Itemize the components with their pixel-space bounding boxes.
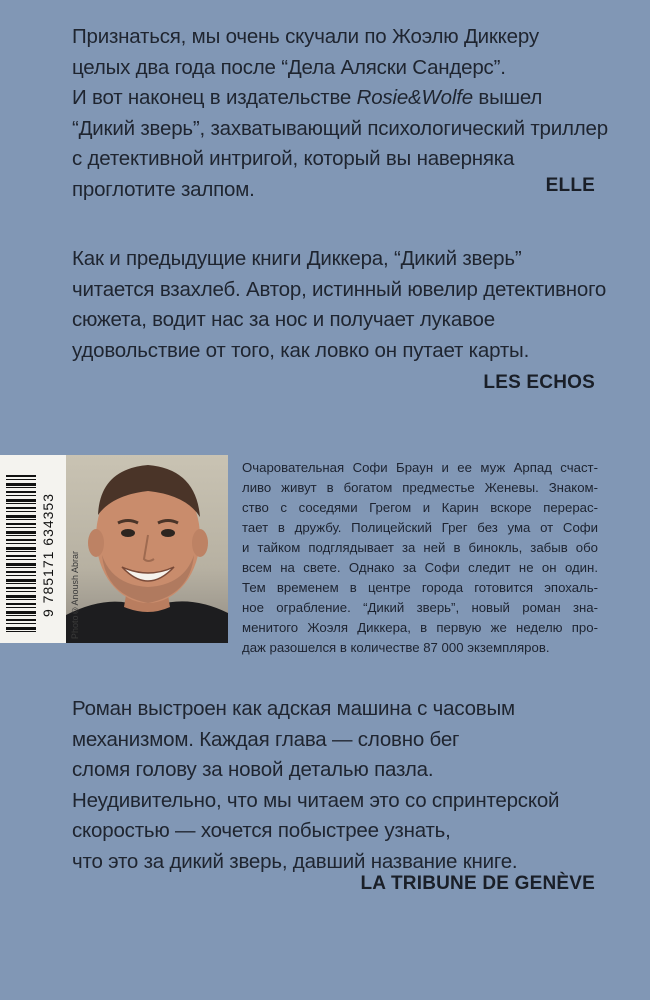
blurb-line: ливо живут в богатом предместье Женевы. Знаком- [242, 480, 598, 495]
review-les-echos-text [72, 244, 607, 366]
review-line: проглотите залпом. [72, 177, 255, 201]
review-line: Признаться, мы очень скучали по Жоэлю Диккеру [72, 25, 539, 48]
photo-credit: Photo©Anoush Abrar [70, 550, 80, 639]
review-line-part: И вот наконец в издательстве [72, 86, 357, 109]
review-tribune-text [72, 694, 602, 877]
review-line-part: вышел [472, 86, 543, 109]
blurb-line: ство с соседями Грегом и Карин вскоре перерас- [242, 500, 598, 515]
review-line: сюжета, водит нас за нос и получает лукавое [72, 308, 495, 331]
blurb-line: ное ограбление. “Дикий зверь”, новый роман зна- [242, 600, 598, 615]
blurb-line: всем на свете. Однако за Софи следит не он один. [242, 560, 598, 575]
review-line: с детективной интригой, который вы наверняка [72, 147, 515, 170]
review-line: механизмом. Каждая глава — словно бег [72, 727, 460, 751]
review-line: Неудивительно, что мы читаем это со спринтерской [72, 788, 560, 812]
blurb-line: и тайком подглядывает за ней в бинокль, забыв обо [242, 540, 598, 555]
review-line: что это за дикий зверь, давший название книге. [72, 849, 518, 873]
barcode [0, 455, 66, 643]
review-source-les-echos: LES ECHOS [483, 372, 595, 393]
blurb-line: тает в дружбу. Полицейский Грег без ума от Софи [242, 520, 598, 535]
review-line: Как и предыдущие книги Диккера, “Дикий зверь” [72, 247, 522, 270]
author-photo [66, 455, 228, 643]
barcode-bars [6, 475, 36, 635]
blurb-line: Очаровательная Софи Браун и ее муж Арпад счаст- [242, 460, 598, 475]
blurb-line: даж разошелся в количестве 87 000 экземпляров. [242, 640, 550, 655]
review-line: “Дикий зверь”, захватывающий психологический триллер [72, 116, 608, 140]
blurb-line: менитого Жоэля Диккера, в первую же неделю про- [242, 620, 598, 635]
publisher-name: Rosie&Wolfe [356, 86, 473, 109]
review-line: сломя голову за новой деталью пазла. [72, 758, 434, 781]
review-elle-text [72, 22, 608, 205]
review-line: удовольствие от того, как ловко он путает карты. [72, 338, 530, 362]
author-portrait-illustration [66, 455, 228, 643]
review-source-elle: ELLE [545, 175, 595, 196]
review-line: Роман выстроен как адская машина с часовым [72, 697, 515, 720]
barcode-digits: 9 785171 634353 [40, 493, 56, 617]
blurb-line: Тем временем в центре города готовится эпохаль- [242, 580, 598, 595]
review-line: целых два года после “Дела Аляски Сандерс”. [72, 55, 506, 79]
review-source-tribune: LA TRIBUNE DE GENÈVE [360, 873, 595, 894]
review-line: скоростью — хочется побыстрее узнать, [72, 819, 451, 842]
review-line [72, 83, 602, 114]
review-line: читается взахлеб. Автор, истинный ювелир детективного [72, 277, 607, 301]
book-blurb [242, 458, 598, 658]
